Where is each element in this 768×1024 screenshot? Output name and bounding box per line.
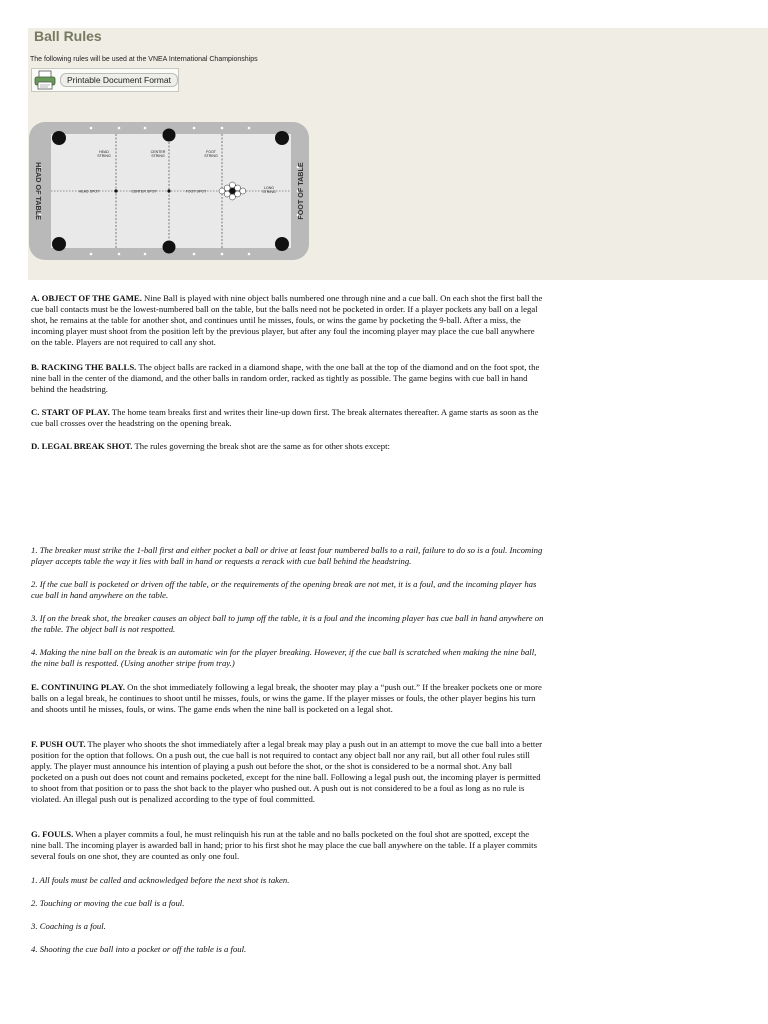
foot-spot-label: FOOT SPOT <box>185 189 207 194</box>
section-f-heading: F. PUSH OUT. <box>31 739 86 749</box>
pocket-icon <box>275 237 289 251</box>
nine-ball <box>229 188 235 194</box>
section-c-heading: C. START OF PLAY. <box>31 407 110 417</box>
page-title: Ball Rules <box>34 28 102 44</box>
section-f <box>31 739 545 805</box>
pocket-icon <box>52 237 66 251</box>
section-g-item-2: 2. Touching or moving the cue ball is a foul. <box>31 898 185 908</box>
center-spot-label: CENTER SPOT <box>131 189 157 194</box>
pocket-icon <box>163 241 176 254</box>
center-spot-marker <box>167 189 170 192</box>
pool-table-diagram <box>29 122 309 260</box>
section-g-item-3: 3. Coaching is a foul. <box>31 921 106 931</box>
foot-of-table-label: FOOT OF TABLE <box>296 162 305 220</box>
section-d-heading: D. LEGAL BREAK SHOT. <box>31 441 133 451</box>
head-of-table-label: HEAD OF TABLE <box>34 162 43 220</box>
section-e-text: On the shot immediately following a legal break, the shooter may play a “push out.” If the breaker pockets one or more balls on a legal break, he continues to shoot until he misses, fouls, or wins the game. If the player misses or fouls, the other player begins his turn and shoots until he misses, fouls, or wins. The game ends when the nine ball is pocketed on a legal shot. <box>31 682 542 714</box>
section-g <box>31 829 545 862</box>
printable-pdf-button[interactable] <box>31 68 179 92</box>
section-g-heading: G. FOULS. <box>31 829 74 839</box>
pocket-icon <box>275 131 289 145</box>
section-b-heading: B. RACKING THE BALLS. <box>31 362 137 372</box>
section-d-item-3: 3. If on the break shot, the breaker causes an object ball to jump off the table, it is a foul and the incoming player has cue ball in hand anywhere on the table. The object ball is not respotted. <box>31 613 544 634</box>
center-string-label-line2: STRING <box>151 154 165 158</box>
section-c-text: The home team breaks first and writes their line-up down first. The break alternates thereafter. A game starts as soon as the cue ball crosses over the headstring on the opening break. <box>31 407 539 428</box>
long-string-label-line2: STRING <box>262 190 276 194</box>
foot-string-label-line1: FOOT <box>206 150 216 154</box>
section-g-item-1: 1. All fouls must be called and acknowledged before the next shot is taken. <box>31 875 290 885</box>
section-d <box>31 441 545 452</box>
section-d-text: The rules governing the break shot are the same as for other shots except: <box>132 441 390 451</box>
head-string-label-line1: HEAD <box>99 150 109 154</box>
section-a-text: Nine Ball is played with nine object balls numbered one through nine and a cue ball. On each shot the first ball the cue ball contacts must be the lowest-numbered ball on the table, but the balls need not be pocketed in order. If a player pockets any ball on a legal shot, he remains at the table for another shot, and continues until he misses, fouls, or wins the game by pocketing the 9-ball. After a miss, the incoming player must shoot from the position left by the previous player, but after any foul the incoming player may place the cue ball anywhere on the table. Players are not required to call any shot. <box>31 293 543 347</box>
head-spot-marker <box>114 189 117 192</box>
section-b-text: The object balls are racked in a diamond shape, with the one ball at the top of the diamond and on the foot spot, the nine ball in the center of the diamond, and the other balls in random order, racked as tightly as possible. The game begins with cue ball in hand behind the headstring. <box>31 362 540 394</box>
intro-text: The following rules will be used at the VNEA International Championships <box>30 56 258 63</box>
section-d-item-2: 2. If the cue ball is pocketed or driven off the table, or the requirements of the opening break are not met, it is a foul, and the incoming player has cue ball in hand anywhere on the table. <box>31 579 537 600</box>
printer-icon <box>34 70 56 90</box>
center-string-label-line1: CENTER <box>150 150 166 154</box>
head-string-label-line2: STRING <box>97 154 111 158</box>
section-e-heading: E. CONTINUING PLAY. <box>31 682 125 692</box>
section-g-text: When a player commits a foul, he must relinquish his run at the table and no balls pocketed on the foul shot are spotted, except the nine ball. The incoming player is awarded ball in hand; prior to his first shot he may place the cue ball anywhere on the table. If a player commits several fouls on one shot, they are counted as only one foul. <box>31 829 537 861</box>
section-d-item-4: 4. Making the nine ball on the break is an automatic win for the player breaking. However, if the cue ball is scratched when making the nine ball, the nine ball is respotted. (Using another stripe from tray.) <box>31 647 537 668</box>
section-b <box>31 362 545 395</box>
section-c <box>31 407 545 429</box>
foot-string-label-line2: STRING <box>204 154 218 158</box>
section-f-text: The player who shoots the shot immediately after a legal break may play a push out in an attempt to move the cue ball into a better position for the option that follows. On a push out, the cue ball is not required to contact any object ball nor any rail, but all other foul rules still apply. The player must announce his intention of playing a push out before the shot, or the shot is considered to be a normal shot. Any ball pocketed on a push out does not count and remains pocketed, except for the nine ball. Following a legal push out, the incoming player is permitted to shoot from that position or to pass the shot back to the player who pushed out. A push out is not considered to be a foul as long as no rule is violated. An illegal push out is penalized according to the type of foul committed. <box>31 739 543 804</box>
section-e <box>31 682 545 715</box>
long-string-label-line1: LONG <box>263 186 275 190</box>
head-spot-label: HEAD SPOT <box>78 189 100 194</box>
pocket-icon <box>52 131 66 145</box>
pdf-button-label: Printable Document Format <box>60 73 178 87</box>
section-a <box>31 293 545 348</box>
section-d-item-1: 1. The breaker must strike the 1-ball first and either pocket a ball or drive at least four numbered balls to a rail, failure to do so is a foul. Incoming player accepts table the way it lies with ball in hand or requests a rerack with cue ball behind the headstring. <box>31 545 543 566</box>
section-a-heading: A. OBJECT OF THE GAME. <box>31 293 142 303</box>
section-g-item-4: 4. Shooting the cue ball into a pocket or off the table is a foul. <box>31 944 247 954</box>
pocket-icon <box>163 129 176 142</box>
